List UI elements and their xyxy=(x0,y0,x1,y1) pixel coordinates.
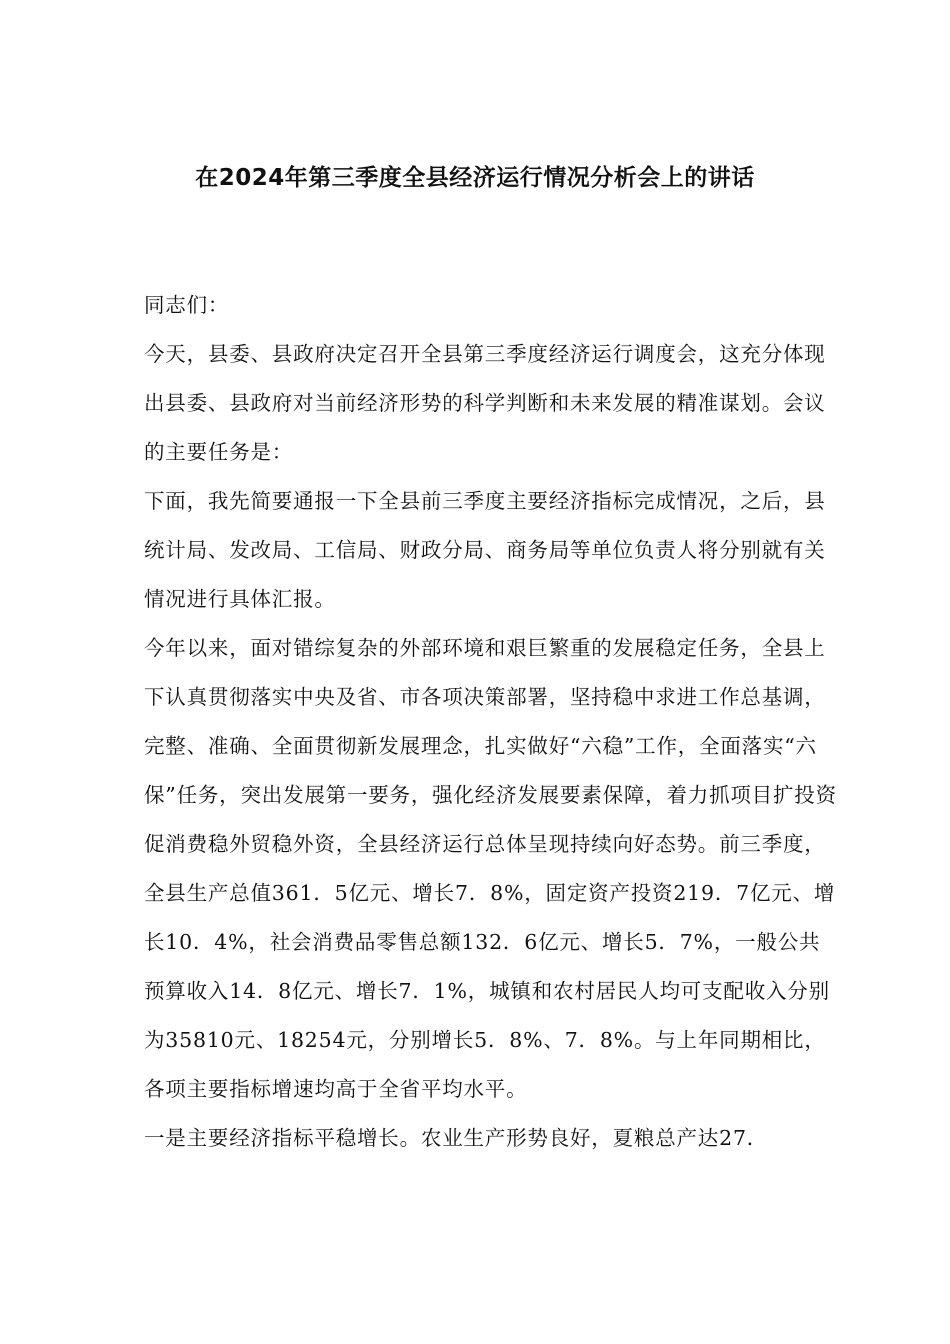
paragraph: 下面，我先简要通报一下全县前三季度主要经济指标完成情况，之后，县统计局、发改局、工信局、财政分局、商务局等单位负责人将分别就有关情况进行具体汇报。 xyxy=(144,489,826,611)
document-title: 在2024年第三季度全县经济运行情况分析会上的讲话 xyxy=(195,165,755,191)
document-body xyxy=(144,281,839,1163)
paragraph: 一是主要经济指标平稳增长。农业生产形势良好，夏粮总产达27． xyxy=(144,1126,769,1150)
paragraph: 今天，县委、县政府决定召开全县第三季度经济运行调度会，这充分体现出县委、县政府对当前经济形势的科学判断和未来发展的精准谋划。会议的主要任务是： xyxy=(144,342,826,464)
paragraph: 今年以来，面对错综复杂的外部环境和艰巨繁重的发展稳定任务，全县上下认真贯彻落实中央及省、市各项决策部署，坚持稳中求进工作总基调，完整、准确、全面贯彻新发展理念，扎实做好“六稳”工作，全面落实“六保”任务，突出发展第一要务，强化经济发展要素保障，着力抓项目扩投资促消费稳外贸稳外资，全县经济运行总体呈现持续向好态势。前三季度，全县生产总值361．5亿元、增长7．8%，固定资产投资219．7亿元、增长10．4%，社会消费品零售总额132．6亿元、增长5．7%，一般公共预算收入14．8亿元、增长7．1%，城镇和农村居民人均可支配收入分别为35810元、18254元，分别增长5．8%、7．8%。与上年同期相比，各项主要指标增速均高于全省平均水平。 xyxy=(144,636,837,1101)
salutation: 同志们： xyxy=(144,293,230,317)
